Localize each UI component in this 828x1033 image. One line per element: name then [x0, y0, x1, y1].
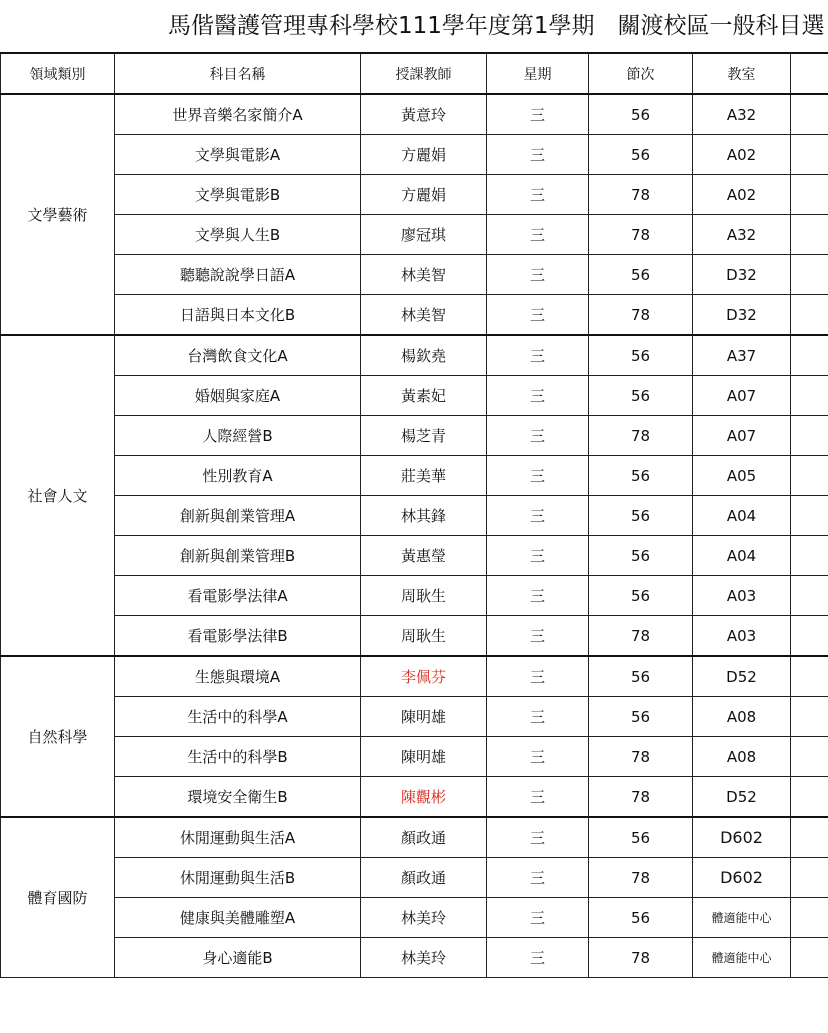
- extra-cell: [791, 576, 828, 616]
- subject-cell: 看電影學法律A: [115, 576, 361, 616]
- extra-cell: [791, 656, 828, 697]
- extra-cell: [791, 376, 828, 416]
- extra-cell: [791, 255, 828, 295]
- table-row: [1, 255, 828, 295]
- subject-cell: 身心適能B: [115, 938, 361, 978]
- teacher-cell: 陳觀彬: [361, 777, 487, 818]
- extra-cell: [791, 135, 828, 175]
- subject-cell: 世界音樂名家簡介A: [115, 94, 361, 135]
- period-cell: 78: [589, 858, 693, 898]
- room-cell: D32: [693, 255, 791, 295]
- period-cell: 78: [589, 295, 693, 336]
- extra-cell: [791, 536, 828, 576]
- subject-cell: 生活中的科學B: [115, 737, 361, 777]
- subject-cell: 文學與人生B: [115, 215, 361, 255]
- teacher-cell: 林美玲: [361, 898, 487, 938]
- subject-cell: 創新與創業管理A: [115, 496, 361, 536]
- day-cell: 三: [487, 536, 589, 576]
- table-row: [1, 456, 828, 496]
- day-cell: 三: [487, 175, 589, 215]
- period-cell: 56: [589, 576, 693, 616]
- room-cell: A37: [693, 335, 791, 376]
- table-row: [1, 697, 828, 737]
- room-cell: A32: [693, 215, 791, 255]
- period-cell: 56: [589, 94, 693, 135]
- extra-cell: [791, 858, 828, 898]
- table-row: [1, 817, 828, 858]
- day-cell: 三: [487, 656, 589, 697]
- course-schedule-table: [0, 52, 828, 978]
- teacher-cell: 楊欽堯: [361, 335, 487, 376]
- domain-cell: 文學藝術: [1, 94, 115, 335]
- extra-cell: [791, 898, 828, 938]
- table-body: [1, 94, 828, 978]
- teacher-cell: 周耿生: [361, 576, 487, 616]
- header-teacher: 授課教師: [361, 53, 487, 94]
- subject-cell: 生態與環境A: [115, 656, 361, 697]
- room-cell: A04: [693, 536, 791, 576]
- period-cell: 78: [589, 616, 693, 657]
- teacher-cell: 方麗娟: [361, 175, 487, 215]
- table-row: [1, 175, 828, 215]
- header-row: [1, 53, 828, 94]
- day-cell: 三: [487, 295, 589, 336]
- subject-cell: 婚姻與家庭A: [115, 376, 361, 416]
- period-cell: 56: [589, 496, 693, 536]
- table-row: [1, 94, 828, 135]
- day-cell: 三: [487, 376, 589, 416]
- extra-cell: [791, 295, 828, 336]
- teacher-cell: 林美智: [361, 295, 487, 336]
- subject-cell: 性別教育A: [115, 456, 361, 496]
- period-cell: 78: [589, 215, 693, 255]
- day-cell: 三: [487, 898, 589, 938]
- table-row: [1, 376, 828, 416]
- day-cell: 三: [487, 335, 589, 376]
- teacher-cell: 陳明雄: [361, 737, 487, 777]
- table-row: [1, 576, 828, 616]
- header-extra: [791, 53, 828, 94]
- header-domain: 領域類別: [1, 53, 115, 94]
- room-cell: A08: [693, 697, 791, 737]
- room-cell: D602: [693, 858, 791, 898]
- table-row: [1, 737, 828, 777]
- domain-cell: 社會人文: [1, 335, 115, 656]
- room-cell: A02: [693, 135, 791, 175]
- day-cell: 三: [487, 135, 589, 175]
- subject-cell: 休閒運動與生活A: [115, 817, 361, 858]
- table-row: [1, 656, 828, 697]
- day-cell: 三: [487, 817, 589, 858]
- subject-cell: 人際經營B: [115, 416, 361, 456]
- period-cell: 56: [589, 817, 693, 858]
- table-row: [1, 898, 828, 938]
- header-day: 星期: [487, 53, 589, 94]
- room-cell: A08: [693, 737, 791, 777]
- period-cell: 56: [589, 456, 693, 496]
- subject-cell: 健康與美體雕塑A: [115, 898, 361, 938]
- day-cell: 三: [487, 777, 589, 818]
- extra-cell: [791, 335, 828, 376]
- teacher-cell: 林美智: [361, 255, 487, 295]
- period-cell: 56: [589, 255, 693, 295]
- header-subject: 科目名稱: [115, 53, 361, 94]
- table-row: [1, 416, 828, 456]
- day-cell: 三: [487, 456, 589, 496]
- room-cell: 體適能中心: [693, 938, 791, 978]
- room-cell: A32: [693, 94, 791, 135]
- teacher-cell: 周耿生: [361, 616, 487, 657]
- day-cell: 三: [487, 938, 589, 978]
- teacher-cell: 李佩芬: [361, 656, 487, 697]
- extra-cell: [791, 777, 828, 818]
- room-cell: A04: [693, 496, 791, 536]
- period-cell: 56: [589, 898, 693, 938]
- table-row: [1, 335, 828, 376]
- period-cell: 56: [589, 376, 693, 416]
- day-cell: 三: [487, 737, 589, 777]
- day-cell: 三: [487, 697, 589, 737]
- period-cell: 78: [589, 416, 693, 456]
- teacher-cell: 陳明雄: [361, 697, 487, 737]
- teacher-cell: 顏政通: [361, 858, 487, 898]
- room-cell: D52: [693, 777, 791, 818]
- room-cell: A02: [693, 175, 791, 215]
- table-row: [1, 496, 828, 536]
- subject-cell: 環境安全衛生B: [115, 777, 361, 818]
- day-cell: 三: [487, 215, 589, 255]
- header-period: 節次: [589, 53, 693, 94]
- subject-cell: 生活中的科學A: [115, 697, 361, 737]
- subject-cell: 聽聽說說學日語A: [115, 255, 361, 295]
- period-cell: 78: [589, 938, 693, 978]
- room-cell: A07: [693, 376, 791, 416]
- teacher-cell: 莊美華: [361, 456, 487, 496]
- teacher-cell: 林其鋒: [361, 496, 487, 536]
- extra-cell: [791, 175, 828, 215]
- day-cell: 三: [487, 496, 589, 536]
- subject-cell: 創新與創業管理B: [115, 536, 361, 576]
- table-row: [1, 616, 828, 657]
- room-cell: A05: [693, 456, 791, 496]
- table-row: [1, 938, 828, 978]
- document-title: 馬偕醫護管理專科學校111學年度第1學期 關渡校區一般科目選: [168, 13, 825, 39]
- day-cell: 三: [487, 255, 589, 295]
- extra-cell: [791, 215, 828, 255]
- day-cell: 三: [487, 94, 589, 135]
- subject-cell: 台灣飲食文化A: [115, 335, 361, 376]
- room-cell: A03: [693, 616, 791, 657]
- teacher-cell: 林美玲: [361, 938, 487, 978]
- domain-cell: 體育國防: [1, 817, 115, 978]
- subject-cell: 日語與日本文化B: [115, 295, 361, 336]
- extra-cell: [791, 817, 828, 858]
- period-cell: 56: [589, 656, 693, 697]
- table-row: [1, 777, 828, 818]
- period-cell: 56: [589, 135, 693, 175]
- day-cell: 三: [487, 416, 589, 456]
- extra-cell: [791, 496, 828, 536]
- teacher-cell: 黃惠瑩: [361, 536, 487, 576]
- subject-cell: 文學與電影B: [115, 175, 361, 215]
- period-cell: 56: [589, 697, 693, 737]
- domain-cell: 自然科學: [1, 656, 115, 817]
- extra-cell: [791, 938, 828, 978]
- extra-cell: [791, 456, 828, 496]
- room-cell: A03: [693, 576, 791, 616]
- period-cell: 78: [589, 777, 693, 818]
- room-cell: D602: [693, 817, 791, 858]
- teacher-cell: 方麗娟: [361, 135, 487, 175]
- extra-cell: [791, 94, 828, 135]
- extra-cell: [791, 697, 828, 737]
- table-row: [1, 215, 828, 255]
- period-cell: 56: [589, 536, 693, 576]
- period-cell: 78: [589, 175, 693, 215]
- day-cell: 三: [487, 858, 589, 898]
- teacher-cell: 楊芝青: [361, 416, 487, 456]
- subject-cell: 文學與電影A: [115, 135, 361, 175]
- table-row: [1, 295, 828, 336]
- teacher-cell: 黃意玲: [361, 94, 487, 135]
- teacher-cell: 黃素妃: [361, 376, 487, 416]
- extra-cell: [791, 416, 828, 456]
- header-room: 教室: [693, 53, 791, 94]
- room-cell: A07: [693, 416, 791, 456]
- table-row: [1, 858, 828, 898]
- subject-cell: 看電影學法律B: [115, 616, 361, 657]
- table-row: [1, 135, 828, 175]
- extra-cell: [791, 616, 828, 657]
- subject-cell: 休閒運動與生活B: [115, 858, 361, 898]
- table-row: [1, 536, 828, 576]
- period-cell: 78: [589, 737, 693, 777]
- room-cell: D32: [693, 295, 791, 336]
- room-cell: 體適能中心: [693, 898, 791, 938]
- period-cell: 56: [589, 335, 693, 376]
- day-cell: 三: [487, 576, 589, 616]
- room-cell: D52: [693, 656, 791, 697]
- day-cell: 三: [487, 616, 589, 657]
- teacher-cell: 顏政通: [361, 817, 487, 858]
- teacher-cell: 廖冠琪: [361, 215, 487, 255]
- extra-cell: [791, 737, 828, 777]
